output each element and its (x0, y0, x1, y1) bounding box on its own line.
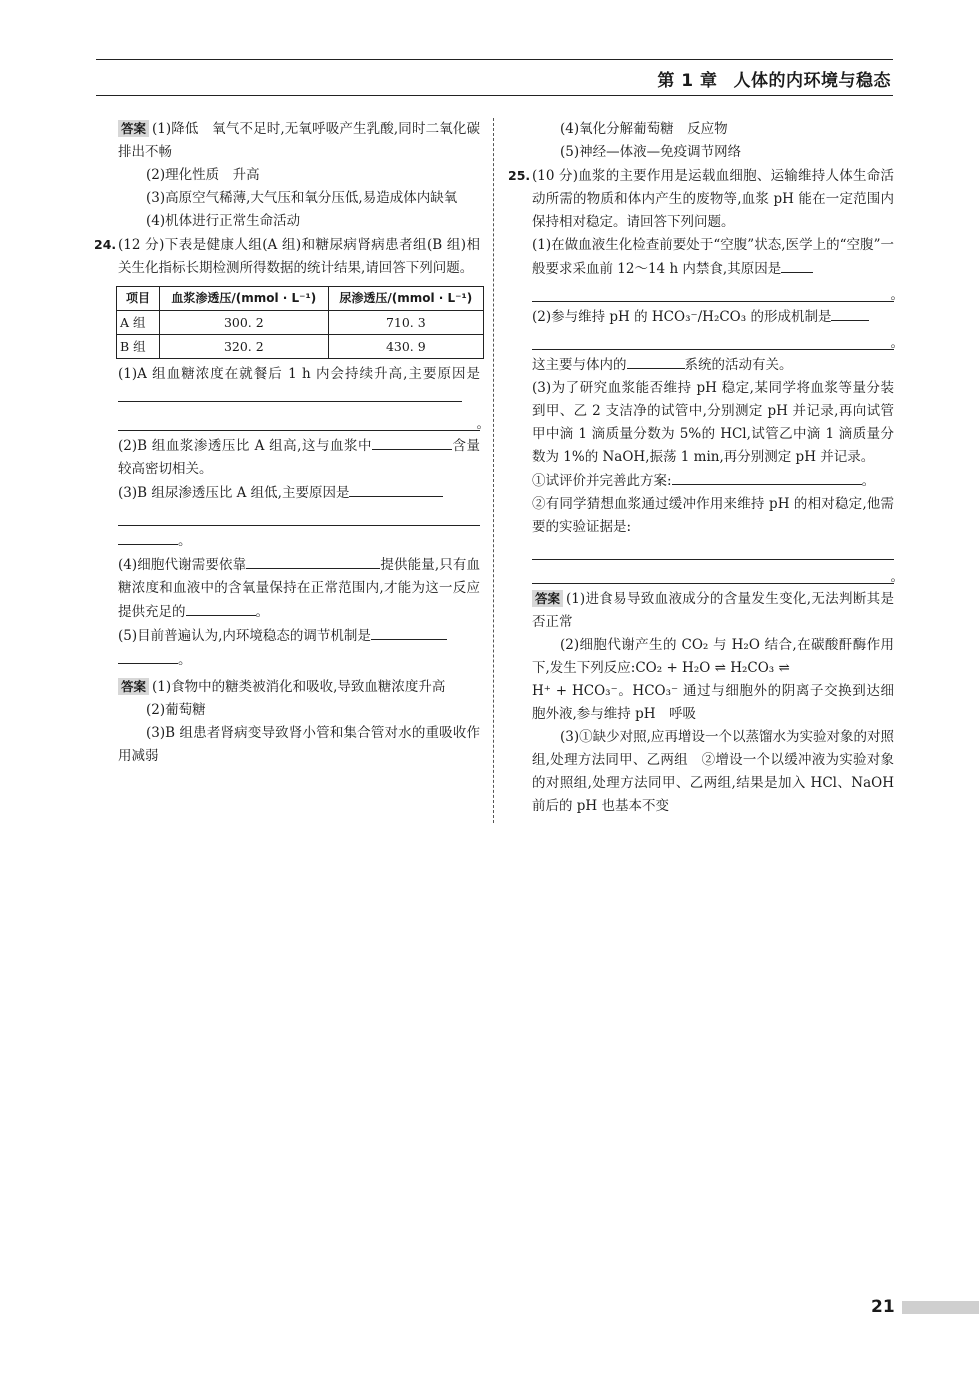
answer-24-part1: 答案 (1)食物中的糖类被消化和吸收,导致血糖浓度升高 (118, 676, 480, 699)
question-24-part4: (4)细胞代谢需要依靠 提供能量,只有血糖浓度和血液中的含氧量保持在正常范围内,才能为这一反应提供充足的 。 (118, 553, 480, 624)
table-row (117, 335, 484, 359)
answer-24-part2: (2)葡萄糖 (146, 702, 206, 718)
answer-24-part3: (3)B 组患者肾病变导致肾小管和集合管对水的重吸收作用减弱 (118, 725, 480, 764)
right-column (508, 118, 904, 818)
answer-blank[interactable] (372, 434, 452, 450)
answer-blank[interactable] (118, 648, 178, 664)
answer-blank-line[interactable]: 。 (532, 329, 894, 350)
chapter-heading (657, 66, 891, 91)
answer-23-part3: (3)高原空气稀薄,大气压和氧分压低,易造成体内缺氧 (146, 190, 458, 206)
answer-blank[interactable] (672, 469, 862, 485)
table-cell: 710. 3 (328, 311, 483, 335)
question-24-part3: (3)B 组尿渗透压比 A 组低,主要原因是 (118, 481, 480, 505)
table-row (117, 311, 484, 335)
answer-24-part4: (4)氧化分解葡萄糖 反应物 (560, 121, 728, 137)
question-24-part2: (2)B 组血浆渗透压比 A 组高,这与血浆中 含量较高密切相关。 (118, 434, 480, 481)
answer-23-part2: (2)理化性质 升高 (146, 167, 260, 183)
table-header: 血浆渗透压/(mmol · L⁻¹) (160, 287, 329, 311)
answer-blank[interactable] (349, 481, 443, 497)
osmotic-pressure-table (116, 286, 484, 359)
answer-blank[interactable] (781, 257, 813, 273)
answer-blank-line[interactable] (532, 539, 894, 560)
answer-blank-line[interactable]: 。 (532, 563, 894, 584)
question-number: 24. (94, 237, 117, 252)
answer-23-part1: 答案 (1)降低 氧气不足时,无氧呼吸产生乳酸,同时二氧化碳排出不畅 (118, 121, 480, 160)
question-24-part3-end: 。 (118, 529, 480, 553)
answer-blank[interactable] (118, 529, 178, 545)
table-cell: 430. 9 (328, 335, 483, 359)
answer-24-part5: (5)神经—体液—免疫调节网络 (560, 144, 742, 160)
table-header: 项目 (117, 287, 160, 311)
answer-25-part3: (3)①缺少对照,应再增设一个以蒸馏水为实验对象的对照组,处理方法同甲、乙两组 ②增设一个以缓冲液为实验对象的对照组,处理方法同甲、乙两组,结果是加入 HCl、NaOH 前后的 pH 也基本不变 (532, 729, 894, 814)
answer-blank[interactable] (118, 386, 462, 402)
table-cell: 300. 2 (160, 311, 329, 335)
answer-blank[interactable] (627, 353, 685, 369)
chapter-number: 第 1 章 (657, 71, 718, 91)
header-rule-top (96, 59, 893, 60)
table-header: 尿渗透压/(mmol · L⁻¹) (328, 287, 483, 311)
column-divider (493, 118, 494, 823)
answer-25-part1: 答案 (1)进食易导致血液成分的含量发生变化,无法判断其是否正常 (532, 591, 894, 630)
answer-blank[interactable] (371, 624, 447, 640)
table-header-row (117, 287, 484, 311)
page-number-bar (902, 1301, 979, 1314)
answer-blank-line[interactable] (118, 505, 480, 526)
answer-blank-line[interactable]: 。 (532, 281, 894, 302)
question-25-part1: (1)在做血液生化检查前要处于“空腹”状态,医学上的“空腹”一般要求采血前 12～14 h 内禁食,其原因是 (532, 237, 894, 277)
answer-25-part2: (2)细胞代谢产生的 CO₂ 与 H₂O 结合,在碳酸酐酶作用下,发生下列反应:CO₂ + H₂O ⇌ H₂CO₃ ⇌ (532, 637, 894, 676)
table-cell: A 组 (117, 311, 160, 335)
question-number: 25. (508, 168, 531, 183)
answer-blank[interactable] (831, 305, 869, 321)
table-cell: 320. 2 (160, 335, 329, 359)
question-24-part1: (1)A 组血糖浓度在就餐后 1 h 内会持续升高,主要原因是 (118, 363, 480, 410)
answer-23-part4: (4)机体进行正常生命活动 (146, 213, 301, 229)
answer-tag: 答案 (118, 120, 149, 137)
answer-tag: 答案 (532, 590, 563, 607)
question-25-part3a: ①试评价并完善此方案: 。 (532, 469, 894, 493)
answer-blank[interactable] (186, 600, 256, 616)
answer-blank[interactable] (246, 553, 380, 569)
table-cell: B 组 (117, 335, 160, 359)
header-rule-bottom (96, 95, 893, 96)
question-24-stem: 24. (12 分)下表是健康人组(A 组)和糖尿病肾病患者组(B 组)相关生化指标长期检测所得数据的统计结果,请回答下列问题。 (118, 233, 480, 280)
question-25-stem: 25. (10 分)血浆的主要作用是运载血细胞、运输维持人体生命活动所需的物质和体内产生的废物等,血浆 pH 能在一定范围内保持相对稳定。请回答下列问题。 (532, 164, 894, 234)
question-24-part5: (5)目前普遍认为,内环境稳态的调节机制是 (118, 624, 480, 648)
question-25-part2: (2)参与维持 pH 的 HCO₃⁻/H₂CO₃ 的形成机制是 (532, 305, 894, 329)
answer-25-part2-cont: H⁺ + HCO₃⁻。HCO₃⁻ 通过与细胞外的阴离子交换到达细胞外液,参与维持 pH 呼吸 (532, 683, 894, 722)
answer-tag: 答案 (118, 678, 149, 695)
answer-blank-line[interactable]: 。 (118, 410, 480, 431)
left-column (94, 118, 490, 768)
question-24-part5-end: 。 (118, 648, 480, 672)
question-25-part3b: ②有同学猜想血浆通过缓冲作用来维持 pH 的相对稳定,他需要的实验证据是: (532, 496, 894, 535)
page-number: 21 (871, 1297, 895, 1317)
chapter-title: 人体的内环境与稳态 (733, 71, 891, 91)
question-25-part2-system: 这主要与体内的 系统的活动有关。 (532, 353, 894, 377)
question-25-part3: (3)为了研究血浆能否维持 pH 稳定,某同学将血浆等量分装到甲、乙 2 支洁净的试管中,分别测定 pH 并记录,再向试管甲中滴 1 滴质量分数为 5%的 HCl,试管乙中滴 1 滴质量分数为 1%的 NaOH,振荡 1 min,再分别测定 pH 并记录。 (532, 380, 894, 465)
